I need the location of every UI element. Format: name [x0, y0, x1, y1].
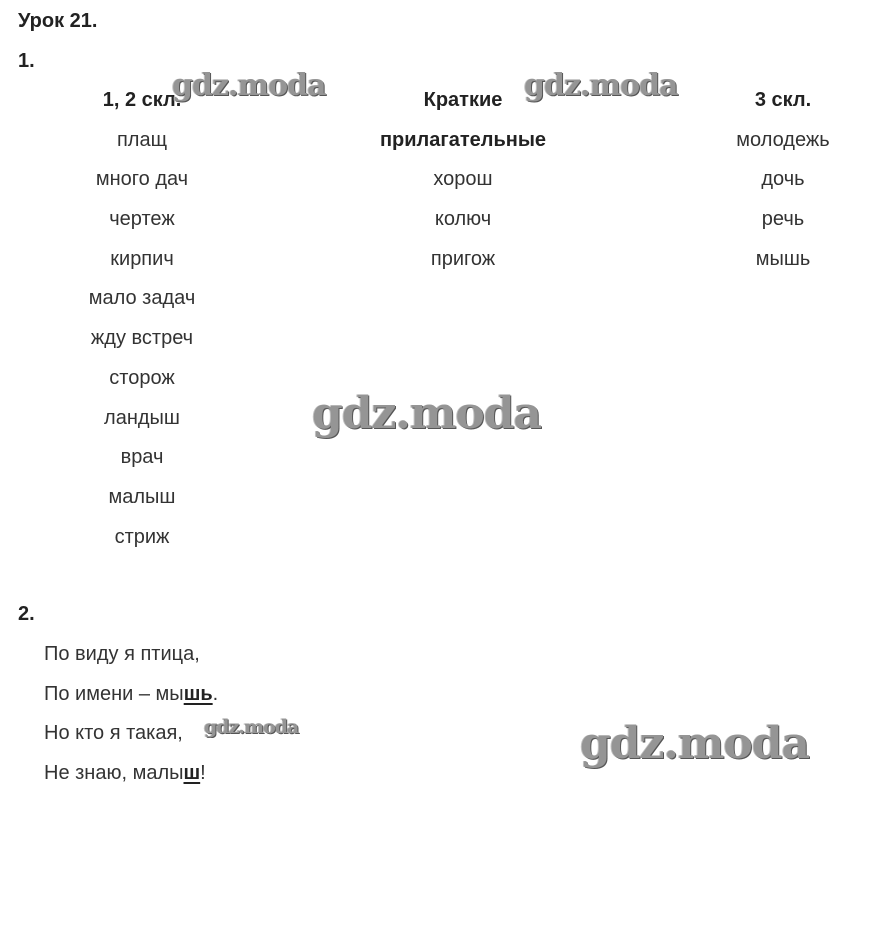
column-header: 1, 2 скл.: [102, 89, 182, 111]
word-item: мало задач: [88, 287, 196, 310]
word-item: хорош: [433, 168, 493, 191]
poem-text: По виду я птица,: [44, 643, 200, 665]
watermark: gdz.moda: [524, 68, 678, 103]
watermark: gdz.moda: [172, 68, 326, 103]
poem-line: [44, 759, 218, 799]
word-item: дочь: [761, 168, 805, 191]
word-item: врач: [120, 446, 164, 469]
poem-punctuation: .: [212, 682, 219, 705]
watermark: gdz.moda: [580, 718, 810, 769]
poem-line: [44, 640, 218, 680]
word-item: стриж: [114, 525, 170, 548]
column-header: прилагательные: [379, 128, 547, 151]
word-item: плащ: [116, 128, 168, 151]
column-declension-3: [683, 86, 883, 284]
watermark: gdz.moda: [312, 388, 542, 439]
column-short-adjectives: [343, 86, 583, 284]
poem-line: [44, 719, 218, 759]
word-item: сторож: [109, 366, 175, 389]
watermark: gdz.moda: [204, 716, 299, 738]
word-item: много дач: [95, 168, 189, 191]
word-item: малыш: [108, 485, 176, 508]
word-item: пригож: [430, 247, 496, 270]
highlighted-ending: шь: [183, 682, 213, 705]
word-item: молодежь: [736, 128, 830, 151]
highlighted-ending: ш: [183, 761, 201, 784]
word-item: речь: [761, 208, 805, 231]
poem-text: Не знаю, малы: [44, 761, 184, 784]
word-item: жду встреч: [90, 327, 194, 350]
poem-punctuation: !: [200, 761, 206, 784]
poem-text: Но кто я такая,: [44, 722, 183, 744]
task-2-number: 2.: [18, 603, 35, 625]
column-header: 3 скл.: [754, 89, 812, 111]
column-declension-1-2: [42, 86, 242, 562]
word-item: чертеж: [109, 208, 175, 231]
lesson-title: Урок 21.: [18, 10, 98, 32]
task-1-number: 1.: [18, 50, 35, 72]
poem-line: [44, 680, 218, 720]
poem-text: По имени – мы: [44, 682, 184, 705]
word-item: кирпич: [110, 247, 174, 270]
word-item: мышь: [755, 247, 811, 270]
word-item: ландыш: [104, 406, 180, 429]
column-header: Краткие: [423, 89, 503, 111]
riddle-poem: [44, 640, 218, 798]
word-item: колюч: [434, 208, 492, 231]
